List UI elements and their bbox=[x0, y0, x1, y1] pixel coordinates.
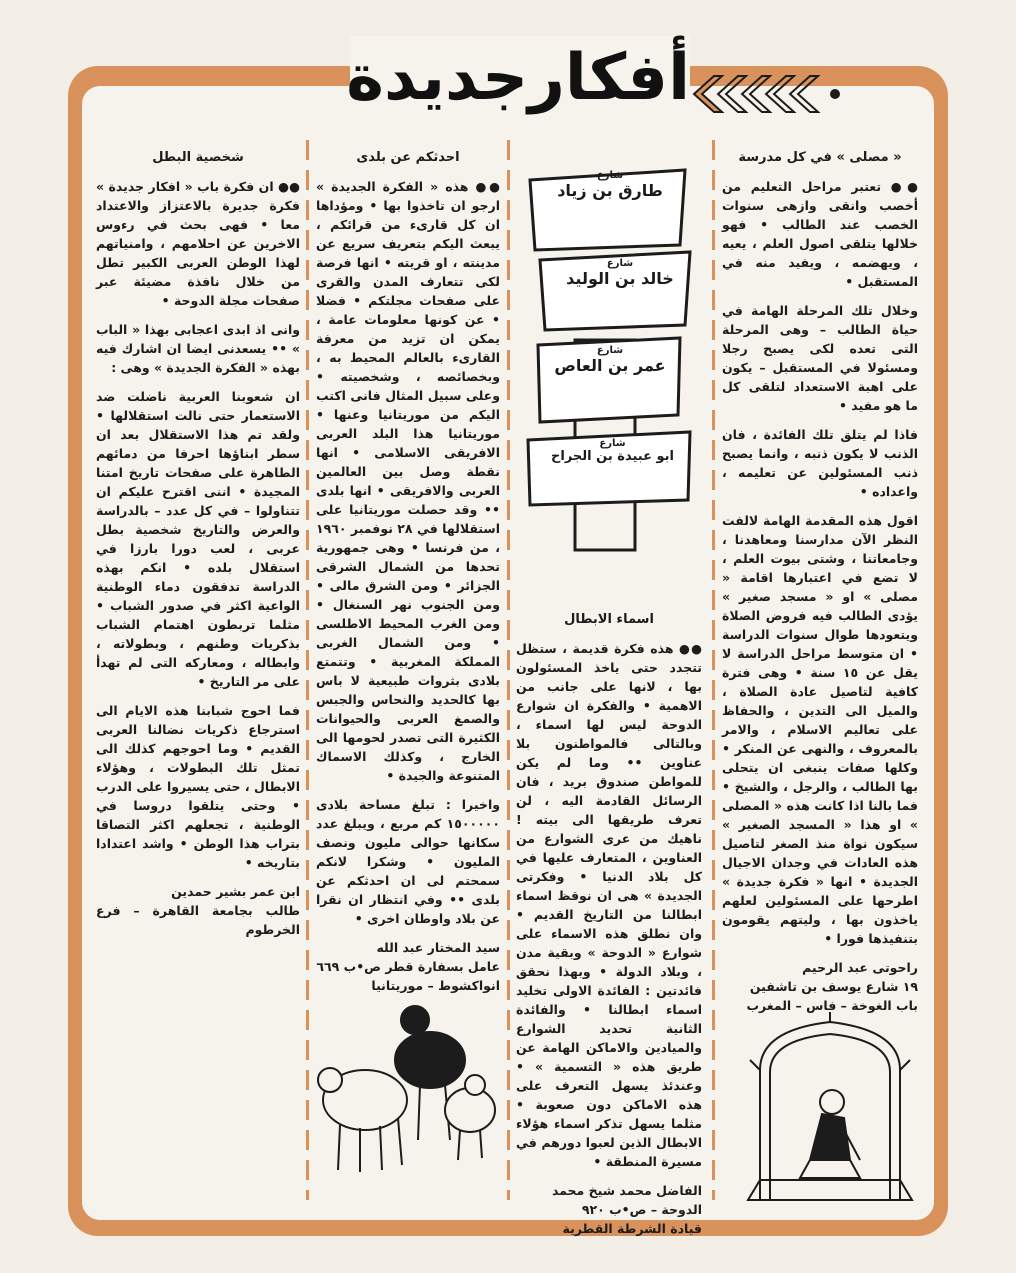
author-address: عامل بسفارة قطر ص•ب ٦٦٩ bbox=[316, 959, 500, 974]
article-paragraph: ان شعوبنا العربية ناضلت ضد الاستعمار حتى نالت استقلالها • ولقد تم هذا الاستقلال بعد ان سطر ابناؤها احرفا من دمائهم الطاهرة على صفحات تاريخ امتنا المجيدة • اننى اقترح عليكم ان تتناولوا – في كل عدد – بالدراسة والعرض والتاريخ شخصية بطل عربى ، لعب دورا بارزا في استقلال بلده • انكم بهذه الدراسة تدفقون دماء الوطنية الواعية اكثر في صدور الشباب • مثلما تربطون اهتمام الشباب بذكريات وطنهم ، وبطولاته ، وابطاله ، ومعاركه التى لم تهدأ على مر التاريخ • bbox=[96, 389, 300, 689]
sheep-goats-illustration-icon bbox=[310, 990, 500, 1190]
sign-prefix: شارع bbox=[596, 170, 624, 181]
sign-name: ابو عبيدة بن الجراح bbox=[551, 449, 674, 464]
author-name: راحوتى عبد الرحيم bbox=[802, 960, 918, 975]
praying-man-illustration-icon bbox=[740, 1010, 920, 1210]
sign-name: خالد بن الوليد bbox=[566, 269, 674, 288]
article-paragraph: اقول هذه المقدمة الهامة لالفت النظر الآن مدارسنا ومعاهدنا ، وجامعاتنا ، وشتى بيوت العلم ، لا تضع في اعتبارها اقامة « مصلى » او « مسجد صغير » يؤدى الطالب فيه فروض الصلاة ويتعودها طوال سنوات الدراسة • ان متوسط مراحل الدراسة لا يقل عن ١٥ سنة • وهى فترة كافية لتاصيل عادة الصلاة ، والميل الى التدين ، والحفاظ على تعاليم الاسلام ، والامر بالمعروف ، والنهى عن المنكر • وكلها صفات ينبغى ان يتحلى بها الطالب ، والرجل ، والشيخ • فما بالنا اذا كانت هذه « المصلى » او هذا « المسجد الصغير » سيكون نواة منذ الصغر لتاصيل هذه العادات في وجدان الاجيال الجديدة • انها « فكرة جديدة » اطرحها على المسئولين لعلهم ياخذون بها ، وليتهم يقومون بتنفيذها فورا • bbox=[722, 513, 918, 946]
sign-name: عمر بن العاص bbox=[554, 356, 666, 375]
article-hero-names bbox=[516, 610, 702, 1238]
street-sign bbox=[545, 345, 675, 375]
article-hero-character bbox=[96, 148, 300, 939]
article-paragraph: ●● هذه فكرة قديمة ، ستظل تتجدد حتى ياخذ المسئولون بها ، لانها على جانب من الاهمية • والفكرة ان شوارع الدوحة ليس لها اسماء ، وبالتالى فالمواطنون بلا عناوين •• وما لم يكن للمواطن صندوق بريد ، فان الرسائل القادمة اليه ، لن تعرف طريقها الى بيته ! ناهيك من عرى الشوارع من العناوين ، المتعارف عليها في كل بلاد الدنيا • وفكرتى الجديدة » هى ان نوقظ اسماء ابطالنا من التاريخ القديم • وان نطلق هذه الاسماء على شوارع « الدوحة » وبقية مدن ، وبلاد الدولة • وبهذا نحقق فائدتين : الفائدة الاولى تخليد اسماء ابطالنا • والفائدة الثانية تحديد الشوارع والميادين والاماكن الهامة عن طريق هذه « التسمية » • وعندئذ يسهل التعرف على هذه الاماكن دون صعوبة • مثلما يسهل تذكر اسماء هؤلاء الابطال الذين لعبوا دورهم في مسيرة المنطقة • bbox=[516, 641, 702, 1169]
author-address: ١٩ شارع يوسف بن تاشفين bbox=[749, 979, 918, 994]
author-address: قيادة الشرطة القطرية bbox=[562, 1221, 702, 1236]
article-heading: احدثكم عن بلدى bbox=[356, 150, 460, 165]
sign-prefix: شارع bbox=[599, 438, 626, 449]
article-heading: اسماء الابطال bbox=[564, 612, 654, 627]
column-divider bbox=[306, 140, 309, 1200]
author-address: الدوحة – ص•ب ٩٢٠ bbox=[581, 1202, 702, 1217]
street-sign bbox=[550, 258, 690, 288]
article-paragraph: وخلال تلك المرحلة الهامة في حياة الطالب – وهى المرحلة التى تعده لكى يصبح رجلا ومسئولا في المستقبل – يكون على اهبة الاستعداد لتلقى كل ما هو مفيد • bbox=[722, 303, 918, 413]
article-paragraph: فاذا لم يتلق تلك الفائدة ، فان الذنب لا يكون ذنبه ، وانما يصبح ذنب المسئولين عن تعليمه ، واعداده • bbox=[722, 427, 918, 499]
author-address: انواكشوط – موريتانيا bbox=[371, 978, 500, 993]
street-sign bbox=[540, 170, 680, 200]
street-sign bbox=[535, 438, 690, 464]
author-name: سيد المختار عبد الله bbox=[376, 940, 500, 955]
article-heading: شخصية البطل bbox=[152, 150, 244, 165]
sign-prefix: شارع bbox=[596, 345, 624, 356]
article-heading: « مصلى » في كل مدرسة bbox=[738, 150, 902, 165]
author-address: باب الغوخة – فاس – المغرب bbox=[746, 998, 918, 1013]
author-name: الفاضل محمد شيخ محمد bbox=[551, 1183, 702, 1198]
article-paragraph: ●● هذه « الفكرة الجديدة » ارجو ان تاخذوا بها • ومؤداها ان كل قارىء من قرائكم ، يبعث اليكم بتعريف سريع عن مدينته ، او قريته • انها فرصة لكى تتعارف المدن والقرى على صفحات مجلتكم • فضلا • عن كونها معلومات عامة ، يمكن ان تزيد من معرفة القارىء بالعالم المحيط به ، وبخصائصه ، وشخصيته • وعلى سبيل المثال فانى اكتب اليكم من موريتانيا وعنها • موريتانيا هذا البلد العربى الافريقى الاسلامى • انها نقطة وصل بين العالمين العربى والافريقى • انها بلدى •• وقد حصلت موريتانيا على استقلالها في ٢٨ نوفمبر ١٩٦٠ ، من فرنسا • وهى جمهورية تحدها من الشمال الشرقى الجزائر • ومن الشرق مالى • ومن الجنوب نهر السنغال • ومن الغرب المحيط الاطلسى • ومن الشمال الغربى المملكة المغربية • وتتمتع بلادى بثروات طبيعية لا باس بها كالحديد والنحاس والجبس والصمغ العربى والحيوانات الكثيرة التى تصدر لحومها الى الخارج ، وكذلك الاسماك المتنوعة والجيدة • bbox=[316, 179, 500, 783]
article-prayer-room bbox=[722, 148, 918, 1015]
article-paragraph: ●● تعتبر مراحل التعليم من أخصب وانقى وازهى سنوات الخصب عند الطالب • فهو خلالها يتلقى اصول العلم ، يعيه ، ويهضمه ، ويفيد منه في المستقبل • bbox=[722, 179, 918, 289]
author-name: ابن عمر بشير حمدين bbox=[171, 884, 300, 899]
article-paragraph: وانى اذ ابدى اعجابى بهذا « الباب » •• يسعدنى ايضا ان اشارك فيه بهذه « الفكرة الجديدة » وهى : bbox=[96, 322, 300, 375]
author-address: طالب بجامعة القاهرة – فرع الخرطوم bbox=[96, 903, 300, 937]
page-title: أفكارجديدة bbox=[350, 36, 690, 120]
chevron-decoration-icon bbox=[690, 72, 850, 116]
column-divider bbox=[712, 140, 715, 1200]
article-paragraph: ●● ان فكرة باب « افكار جديدة » فكرة جديرة بالاعتزاز والاعتداد معا • فهى بحث في رءوس الاخرين عن احلامهم ، وامنياتهم لهذا الوطن العربى الكبير تطل من خلال نافذة مضيئة عبر صفحات مجلة الدوحة • bbox=[96, 179, 300, 308]
article-paragraph: فما احوج شبابنا هذه الايام الى استرجاع ذكريات نضالنا العربى القديم • وما احوجهم كذلك الى تمثل تلك البطولات ، وهؤلاء الابطال ، حتى يسيروا على الدرب • وحتى يتلقوا دروسا في الوطنية ، تجعلهم اكثر التصاقا بتراب هذا الوطن • واشد اعتدادا بتاريخه • bbox=[96, 703, 300, 870]
article-my-country bbox=[316, 148, 500, 995]
article-paragraph: واخيرا : تبلغ مساحة بلادى ١٥٠٠٠٠٠ كم مربع ، ويبلغ عدد سكانها حوالى مليون ونصف المليون • وشكرا لانكم سمحتم لى ان احدثكم عن بلدى •• وفي انتظار ان نقرا عن بلاد واوطان اخرى • bbox=[316, 797, 500, 926]
column-divider bbox=[507, 140, 510, 1200]
sign-prefix: شارع bbox=[606, 258, 634, 269]
sign-name: طارق بن زياد bbox=[557, 181, 663, 200]
